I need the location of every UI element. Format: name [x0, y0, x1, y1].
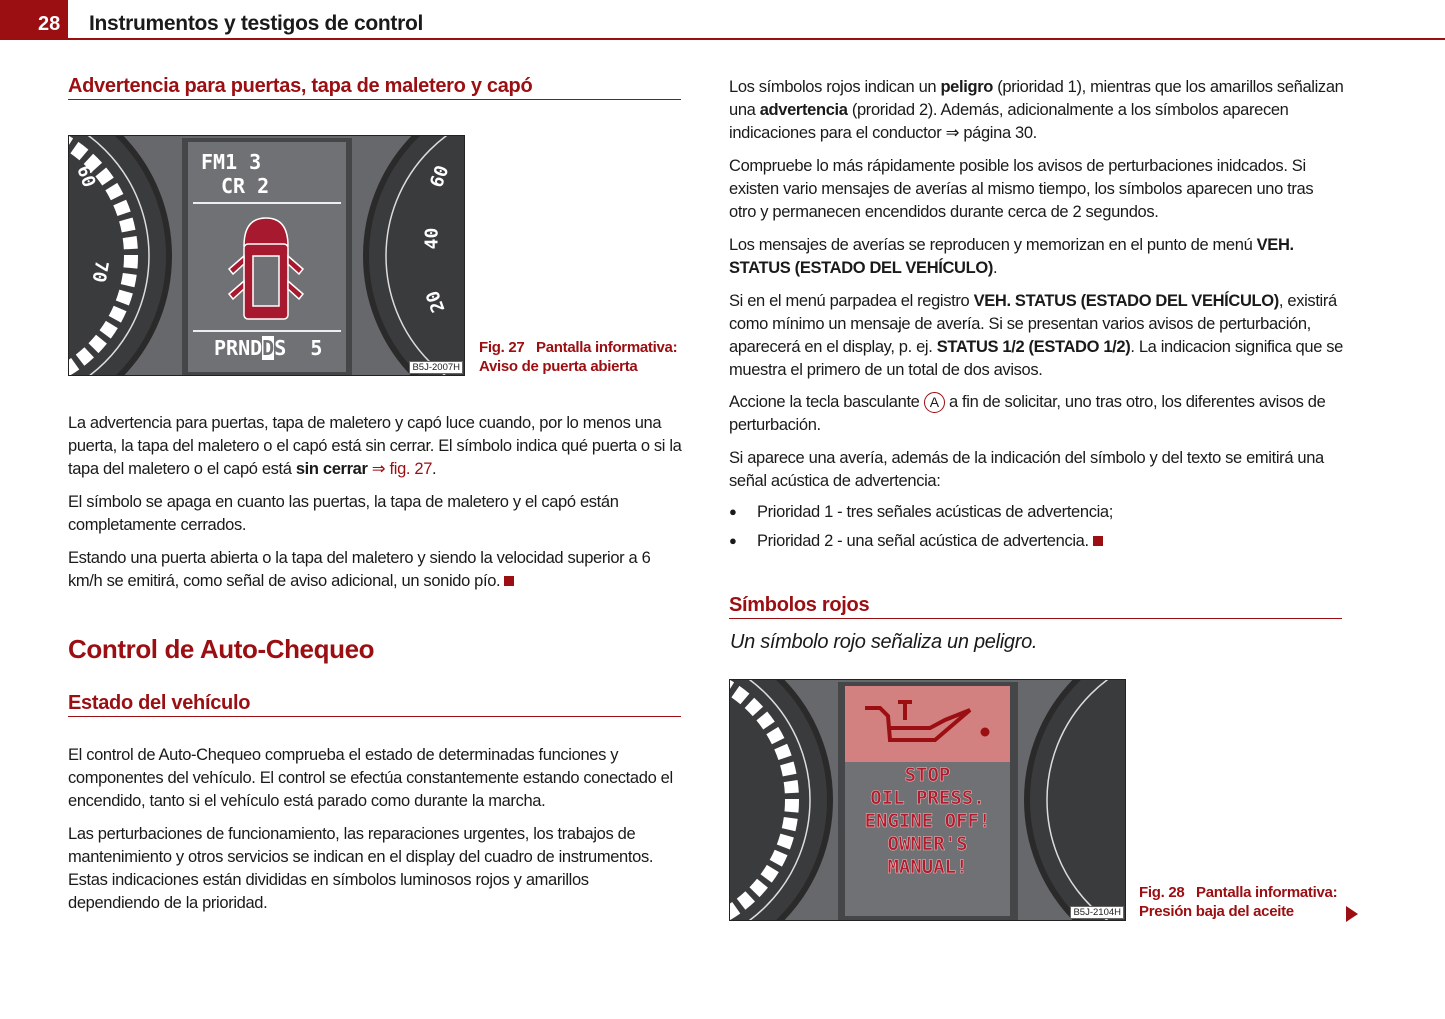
paragraph: El control de Auto-Chequeo comprueba el estado de determinadas funciones y componentes del vehículo. El control se efectúa constantemente estando conectado el encendido, tanto si el vehículo está parado como durante la marcha.: [68, 746, 673, 810]
list-item: ● Prioridad 1 - tres señales acústicas de advertencia;: [757, 503, 1113, 522]
lcd-gear-indicator: PRNDDS 5: [214, 336, 323, 360]
figure-code: B5J-2007H: [409, 361, 463, 374]
paragraph: La advertencia para puertas, tapa de maletero y capó luce cuando, por lo menos una puerta, la tapa del maletero o el capó está sin cerrar. El símbolo indica qué puerta o si la tapa del maletero o el capó está sin cerrar ⇒ fig. 27.: [68, 414, 682, 478]
section-heading-estado: Estado del vehículo: [68, 692, 681, 717]
fig-27-link[interactable]: ⇒ fig. 27: [367, 460, 433, 478]
paragraph: Los mensajes de averías se reproducen y memorizan en el punto de menú VEH. STATUS (ESTADO DEL VEHÍCULO).: [729, 236, 1294, 277]
lcd-warning-text: STOP OIL PRESS. ENGINE OFF! OWNER'S MANUAL!: [864, 764, 991, 878]
gauge-label: 20: [422, 287, 450, 316]
paragraph: Compruebe lo más rápidamente posible los avisos de perturbaciones inidcados. Si existen vario mensajes de averías al mismo tiempo, los símbolos aparecen uno tras otro y permanecen encendidos durante cerca de 2 segundos.: [729, 157, 1314, 221]
next-page-arrow-icon[interactable]: [1346, 906, 1358, 922]
figure-27: [68, 135, 465, 376]
gauge-label: 60: [72, 162, 100, 191]
paragraph: Si aparece una avería, además de la indicación del símbolo y del texto se emitirá una señal acústica de advertencia:: [729, 449, 1324, 490]
figure-28: [729, 679, 1126, 921]
lcd-cruise-line: CR 2: [221, 174, 270, 198]
paragraph: Estando una puerta abierta o la tapa del maletero y siendo la velocidad superior a 6 km/h se emitirá, como señal de aviso adicional, un sonido pío.: [68, 549, 651, 590]
section-subtitle: Un símbolo rojo señaliza un peligro.: [730, 631, 1038, 653]
gauge-label: 40: [421, 227, 443, 250]
key-a-icon: A: [924, 392, 945, 413]
paragraph: Las perturbaciones de funcionamiento, las reparaciones urgentes, los trabajos de mantenimiento y otros servicios se indican en el display del cuadro de instrumentos. Estas indicaciones están divididas en símbolos luminosos rojos y amarillos dependiendo de la prioridad.: [68, 825, 654, 912]
chapter-title: Instrumentos y testigos de control: [89, 12, 424, 35]
list-item: ● Prioridad 2 - una señal acústica de advertencia.: [757, 532, 1103, 551]
section-end-marker: [1093, 536, 1103, 546]
paragraph: El símbolo se apaga en cuanto las puertas, la tapa de maletero y el capó están completamente cerrados.: [68, 493, 619, 534]
lcd-radio-line: FM1 3: [201, 150, 262, 174]
section-end-marker: [504, 576, 514, 586]
header-rule: [68, 38, 1445, 40]
figure-code: B5J-2104H: [1070, 906, 1124, 919]
section-heading-doors: Advertencia para puertas, tapa de maletero y capó: [68, 75, 681, 100]
paragraph: Si en el menú parpadea el registro VEH. STATUS (ESTADO DEL VEHÍCULO), existirá como mínimo un mensaje de avería. Si se presentan varios avisos de perturbación, aparecerá en el display, p. ej. STATUS 1/2 (ESTADO 1/2). La indicacion significa que se muestra el primero de un total de dos avisos.: [729, 292, 1343, 379]
paragraph: Los símbolos rojos indican un peligro (prioridad 1), mientras que los amarillos señalizan una advertencia (proridad 2). Además, adicionalmente a los símbolos aparecen indicaciones para el conductor ⇒ página 30.: [729, 78, 1344, 142]
paragraph: Accione la tecla basculante A a fin de solicitar, uno tras otro, los diferentes avisos de perturbación.: [729, 393, 1326, 434]
section-title-control: Control de Auto-Chequeo: [68, 634, 375, 664]
section-heading-rojos: Símbolos rojos: [729, 594, 1342, 619]
figure-27-caption: Fig. 27 Pantalla informativa: Aviso de puerta abierta: [479, 339, 678, 375]
figure-28-caption: Fig. 28 Pantalla informativa: Presión baja del aceite: [1139, 884, 1338, 920]
gauge-label: 60: [426, 162, 454, 191]
page-number: 28: [38, 13, 61, 35]
gauge-label: 70: [87, 258, 113, 285]
